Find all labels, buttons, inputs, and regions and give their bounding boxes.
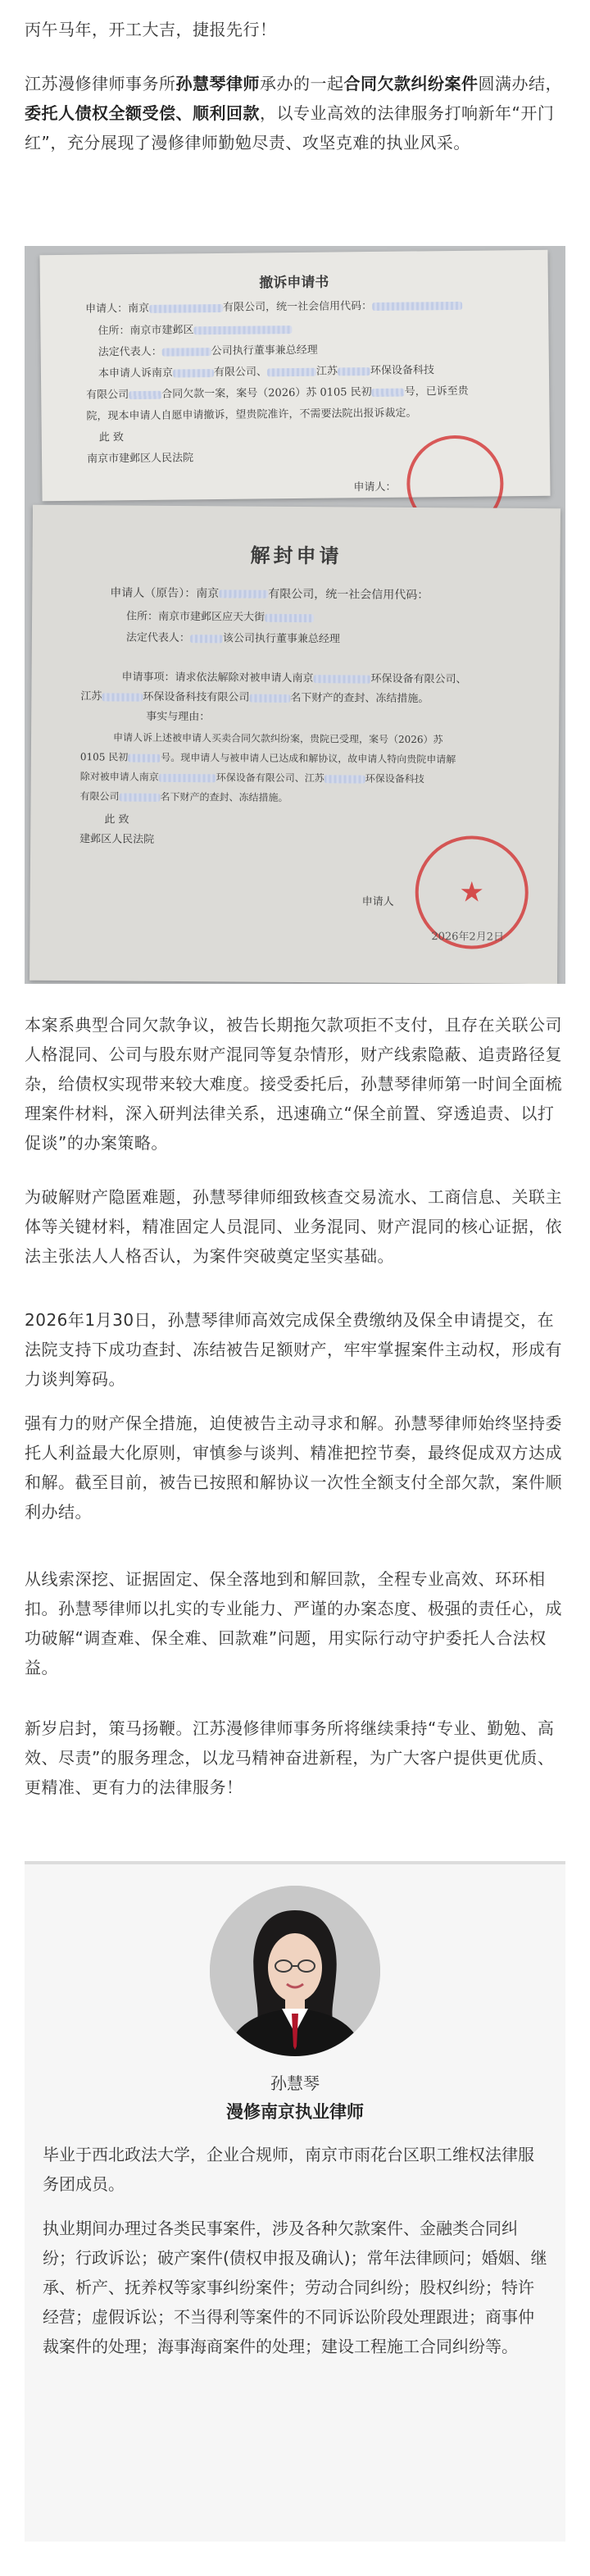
p1-segment: 承办的一起 bbox=[260, 74, 344, 93]
doc2-line: 申请人诉上述被申请人买卖合同欠款纠纷案，贵院已受理，案号（2026）苏 bbox=[113, 731, 443, 746]
result-highlight: 委托人债权全额受偿、顺利回款 bbox=[25, 103, 260, 123]
redaction-mark bbox=[372, 388, 405, 396]
doc2-line: 0105 民初 号。现申请人与被申请人已达成和解协议，故申请人特向贵院申请解 bbox=[79, 751, 456, 766]
redaction-mark bbox=[219, 589, 268, 598]
doc2-line: 法定代表人： 该公司执行董事兼总经理 bbox=[125, 631, 340, 646]
doc2-line: 申请人（原告）：南京 有限公司，统一社会信用代码： bbox=[110, 586, 429, 603]
doc2-line: 申请人 bbox=[361, 895, 394, 908]
withdrawal-application-sheet bbox=[39, 250, 550, 501]
doc2-line: 有限公司 名下财产的查封、冻结措施。 bbox=[79, 790, 288, 803]
paragraph-5: 强有力的财产保全措施，迫使被告主动寻求和解。孙慧琴律师始终坚持委托人利益最大化原则，审慎参与谈判、精准把控节奏，最终促成双方达成和解。截至目前，被告已按照和解协议一次性全额支付全部欠款，案件顺利办结。 bbox=[25, 1413, 562, 1522]
redaction-mark bbox=[173, 369, 214, 378]
doc2-line: 住所：南京市建邺区应天大街 bbox=[126, 608, 314, 625]
redaction-mark bbox=[324, 775, 365, 783]
doc2-line: 建邺区人民法院 bbox=[79, 833, 155, 846]
divider bbox=[25, 1861, 565, 1864]
lawyer-name-highlight: 孙慧琴律师 bbox=[175, 74, 260, 93]
lawyer-title: 漫修南京执业律师 bbox=[226, 2102, 364, 2122]
redaction-mark bbox=[102, 693, 143, 701]
paragraph-7: 新岁启封，策马扬鞭。江苏漫修律师事务所将继续秉持“专业、勤勉、高效、尽责”的服务理念，以龙马精神奋进新程，为广大客户提供更优质、更精准、更有力的法律服务！ bbox=[25, 1718, 555, 1797]
doc1-title: 撤诉申请书 bbox=[259, 274, 329, 292]
avatar bbox=[210, 1886, 380, 2056]
lawyer-profile-card bbox=[25, 1861, 565, 2542]
redaction-mark bbox=[159, 773, 216, 781]
doc2-line: 事实与理由： bbox=[146, 710, 211, 724]
paragraph-4: 2026年1月30日，孙慧琴律师高效完成保全费缴纳及保全申请提交，在法院支持下成功查封、冻结被告足额财产，牢牢掌握案件主动权，形成有力谈判筹码。 bbox=[25, 1310, 562, 1389]
redaction-mark bbox=[267, 367, 316, 376]
paragraph-1 bbox=[25, 69, 565, 157]
lawyer-name: 孙慧琴 bbox=[270, 2073, 320, 2093]
redaction-mark bbox=[162, 348, 211, 357]
p1-segment: 江苏漫修律师事务所 bbox=[25, 74, 176, 93]
doc2-title: 解封申请 bbox=[250, 543, 343, 568]
doc1-line: 法定代表人： 公司执行董事兼总经理 bbox=[98, 344, 318, 359]
doc1-line: 此 致 bbox=[98, 431, 125, 444]
doc1-line: 南京市建邺区人民法院 bbox=[86, 452, 194, 466]
doc1-line: 本申请人诉南京 有限公司、 江苏 环保设备科技 bbox=[98, 364, 435, 380]
doc2-line: 申请事项：请求依法解除对被申请人南京 环保设备有限公司、 bbox=[121, 671, 467, 686]
redaction-mark bbox=[372, 301, 462, 310]
lawyer-bio-practice: 执业期间办理过各类民事案件，涉及各种欠款案件、金融类合同纠纷；行政诉讼；破产案件(债权申报及确认)；常年法律顾问；婚姻、继承、析产、抚养权等家事纠纷案件；劳动合同纠纷；股权纠纷；特许经营；虚假诉讼；不当得利等案件的不同诉讼阶段处理跟进；商事仲裁案件的处理；海事海商案件的处理；建设工程施工合同纠纷等。 bbox=[43, 2219, 547, 2356]
paragraph-2: 本案系典型合同欠款争议，被告长期拖欠款项拒不支付，且存在关联公司人格混同、公司与股东财产混同等复杂情形，财产线索隐蔽、追责路径复杂，给债权实现带来较大难度。接受委托后，孙慧琴律师第一时间全面梳理案件材料，深入研判法律关系，迅速确立“保全前置、穿透追责、以打促谈”的办案策略。 bbox=[25, 1015, 562, 1153]
p1-segment: 圆满办结， bbox=[478, 74, 562, 93]
lawyer-bio-education: 毕业于西北政法大学，企业合规师，南京市雨花台区职工维权法律服务团成员。 bbox=[43, 2145, 534, 2194]
case-type-highlight: 合同欠款纠纷案件 bbox=[343, 74, 479, 93]
redaction-mark bbox=[120, 793, 161, 801]
doc2-line: 除对被申请人南京 环保设备有限公司、江苏 环保设备科技 bbox=[79, 771, 424, 785]
redaction-mark bbox=[193, 325, 292, 335]
paragraph-6: 从线索深挖、证据固定、保全落地到和解回款，全程专业高效、环环相扣。孙慧琴律师以扎实的专业能力、严谨的办案态度、极强的责任心，成功破解“调查难、保全难、回款难”问题，用实际行动守护委托人合法权益。 bbox=[25, 1569, 562, 1677]
paragraph-3: 为破解财产隐匿难题，孙慧琴律师细致核查交易流水、工商信息、关联主体等关键材料，精准固定人员混同、业务混同、财产混同的核心证据，依法主张法人人格否认，为案件突破奠定坚实基础。 bbox=[25, 1187, 562, 1266]
doc2-line: 江苏 环保设备科技有限公司 名下财产的查封、冻结措施。 bbox=[80, 690, 429, 706]
doc1-line: 申请人：南京 有限公司，统一社会信用代码： bbox=[85, 296, 462, 316]
redaction-mark bbox=[249, 694, 290, 702]
doc1-line: 有限公司 合同欠款一案，案号（2026）苏 0105 民初 号，已诉至贵 bbox=[86, 385, 469, 402]
lawyer-portrait bbox=[210, 1886, 380, 2056]
document-photo bbox=[25, 246, 565, 984]
star-icon: ★ bbox=[459, 876, 485, 909]
doc2-line: 此 致 bbox=[104, 813, 129, 826]
redaction-mark bbox=[149, 303, 223, 312]
p1-segment: ，以专业高效的法律服务打响新年“开门红”，充分展现了漫修律师勤勉尽责、攻坚克难的执业风采。 bbox=[25, 103, 555, 152]
redaction-mark bbox=[314, 675, 371, 683]
redaction-mark bbox=[190, 635, 223, 643]
doc1-line: 院，现本申请人自愿申请撤诉，望贵院准许，不需要法院出报诉裁定。 bbox=[86, 407, 417, 423]
unseal-application-sheet bbox=[30, 505, 560, 984]
intro-text: 丙午马年，开工大吉，捷报先行！ bbox=[25, 20, 277, 39]
redaction-mark bbox=[338, 367, 370, 375]
doc1-line: 住所：南京市建邺区 bbox=[98, 320, 292, 337]
doc1-line: 申请人： bbox=[353, 480, 397, 494]
doc2-date: 2026年2月2日 bbox=[431, 931, 505, 944]
redaction-mark bbox=[128, 753, 161, 762]
redaction-mark bbox=[129, 390, 161, 398]
redaction-mark bbox=[265, 613, 314, 621]
